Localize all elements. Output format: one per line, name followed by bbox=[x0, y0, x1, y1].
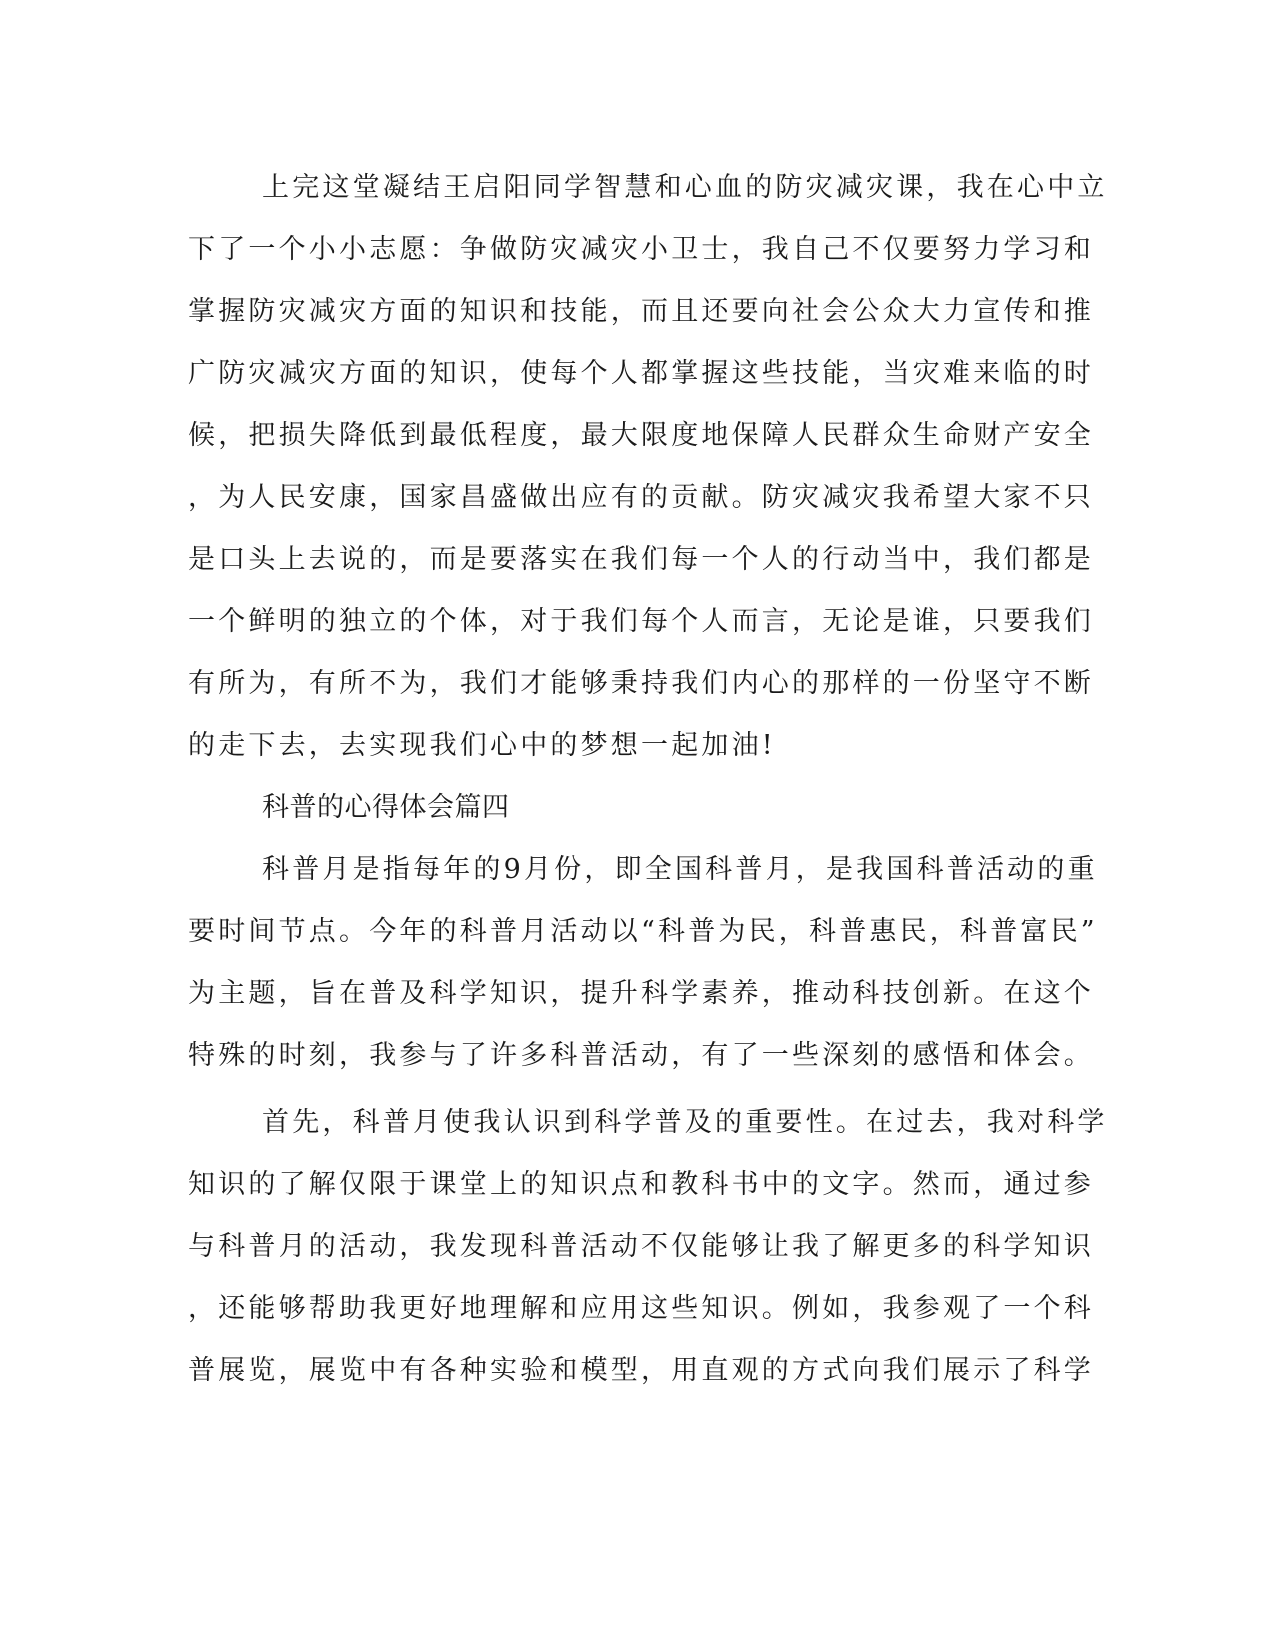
paragraph-1-line-6: ，为人民安康，国家昌盛做出应有的贡献。防灾减灾我希望大家不只 bbox=[188, 482, 1094, 513]
paragraph-2-line-4: 特殊的时刻，我参与了许多科普活动，有了一些深刻的感悟和体会。 bbox=[188, 1040, 1094, 1071]
paragraph-1-line-3: 掌握防灾减灾方面的知识和技能，而且还要向社会公众大力宣传和推 bbox=[188, 296, 1094, 327]
paragraph-1-line-10: 的走下去，去实现我们心中的梦想一起加油! bbox=[188, 730, 776, 761]
paragraph-3-line-4: ，还能够帮助我更好地理解和应用这些知识。例如，我参观了一个科 bbox=[188, 1293, 1094, 1324]
paragraph-3-line-3: 与科普月的活动，我发现科普活动不仅能够让我了解更多的科学知识 bbox=[188, 1231, 1094, 1262]
paragraph-1-line-5: 候，把损失降低到最低程度，最大限度地保障人民群众生命财产安全 bbox=[188, 420, 1094, 451]
paragraph-1-line-8: 一个鲜明的独立的个体，对于我们每个人而言，无论是谁，只要我们 bbox=[188, 606, 1094, 637]
paragraph-2-line-3: 为主题，旨在普及科学知识，提升科学素养，推动科技创新。在这个 bbox=[188, 978, 1094, 1009]
paragraph-1-line-4: 广防灾减灾方面的知识，使每个人都掌握这些技能，当灾难来临的时 bbox=[188, 358, 1094, 389]
paragraph-3-line-2: 知识的了解仅限于课堂上的知识点和教科书中的文字。然而，通过参 bbox=[188, 1169, 1094, 1200]
paragraph-1-line-1: 上完这堂凝结王启阳同学智慧和心血的防灾减灾课，我在心中立 bbox=[262, 172, 1108, 203]
paragraph-2-line-1: 科普月是指每年的9月份，即全国科普月，是我国科普活动的重 bbox=[262, 854, 1098, 885]
paragraph-1-line-7: 是口头上去说的，而是要落实在我们每一个人的行动当中，我们都是 bbox=[188, 544, 1094, 575]
paragraph-1-line-2: 下了一个小小志愿：争做防灾减灾小卫士，我自己不仅要努力学习和 bbox=[188, 234, 1094, 265]
paragraph-2-line-2: 要时间节点。今年的科普月活动以“科普为民，科普惠民，科普富民” bbox=[188, 916, 1098, 947]
paragraph-1-line-9: 有所为，有所不为，我们才能够秉持我们内心的那样的一份坚守不断 bbox=[188, 668, 1094, 699]
paragraph-3-line-5: 普展览，展览中有各种实验和模型，用直观的方式向我们展示了科学 bbox=[188, 1355, 1094, 1386]
paragraph-3-line-1: 首先，科普月使我认识到科学普及的重要性。在过去，我对科学 bbox=[262, 1107, 1108, 1138]
section-heading: 科普的心得体会篇四 bbox=[262, 792, 510, 823]
